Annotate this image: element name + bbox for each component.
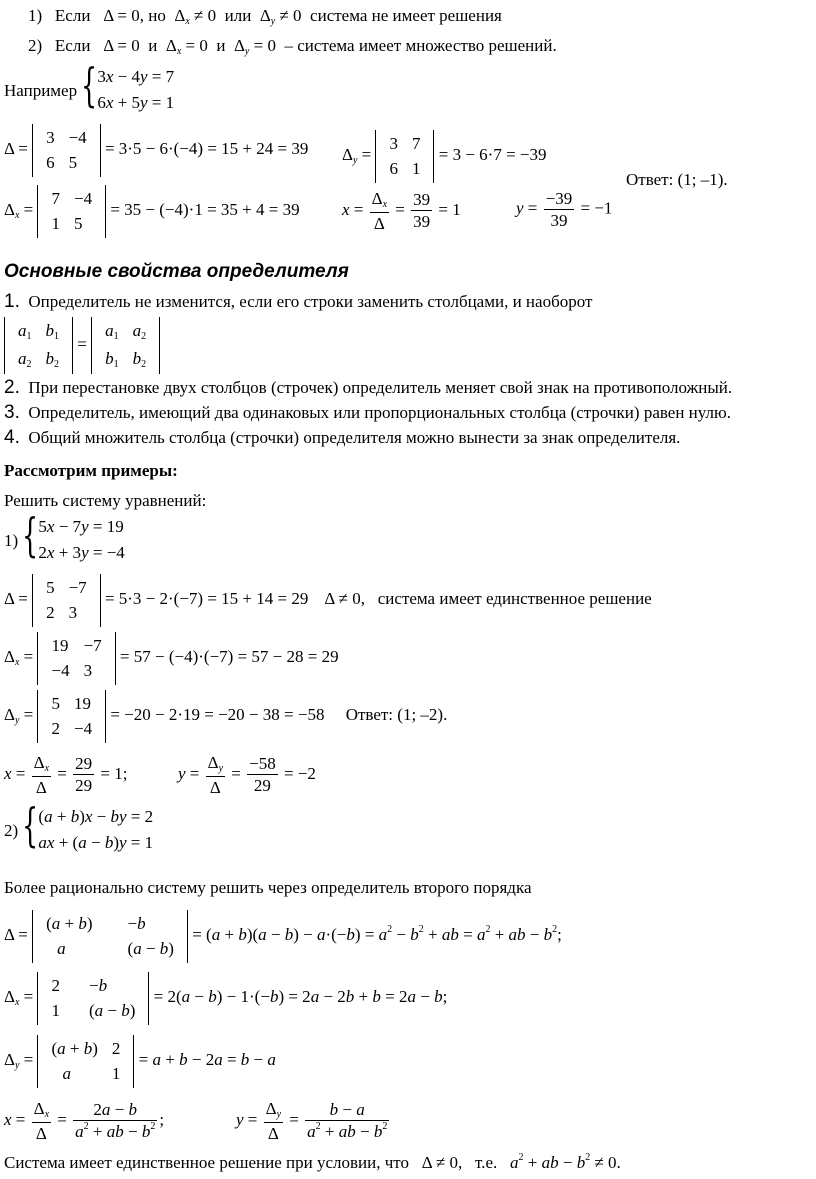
- ex1-delta-y: $\Delta_y$ = 5 19 2 −4 = −20 − 2·19 = −20 − 38 = −58 Ответ: (1; –2).: [4, 690, 447, 743]
- ex1-y-solution: y = $\frac{\Delta_y}{\Delta}$ = $\frac{-58}{29}$ = −2: [178, 753, 316, 797]
- ex1-answer: Ответ: (1; –2).: [345, 705, 448, 725]
- ex2-x-solution: x = $\frac{\Delta_x}{\Delta}$ = $\frac{2a - b}{a^2 + ab - b^2}$ ;: [4, 1099, 165, 1143]
- property-1-formula: $a_1$ $b_1$ $a_2$ $b_2$ = $a_1$ $a_2$ $b_1$ $b_2$: [4, 317, 160, 374]
- ex1-system: { 5x − 7y = 19 2x + 3y = −4: [22, 508, 125, 563]
- example-delta-y: $\Delta_y$ = 3 7 6 1 = 3 − 6·7 = −39: [342, 130, 547, 183]
- case-1-number: 1): [28, 6, 43, 25]
- property-2: [4, 378, 732, 397]
- case-1-line: 1) Если Δ = 0, но $\Delta_x \ne 0$ или $\Delta_y \ne 0$ система не имеет решения: [28, 6, 502, 27]
- properties-heading: Основные свойства определителя: [4, 261, 349, 282]
- ex2-delta: Δ = (a + b) −b a (a − b) = $(a + b)(a - b) - a\cdot(-b) = a^2 - b^2$ + ab = $a^2$ + ab − $b^2$;: [4, 910, 562, 963]
- ex1-delta: Δ = 5 −7 2 3 = 5·3 − 2·(−7) = 15 + 14 = 29 Δ ≠ 0, система имеет единственное решение: [4, 574, 652, 627]
- property-4: [4, 428, 680, 447]
- ex1-delta-x: $\Delta_x$ = 19 −7 −4 3 = 57 − (−4)·(−7) = 57 − 28 = 29: [4, 632, 339, 685]
- ex1-number: 1): [4, 530, 19, 550]
- case-1-tail: система не имеет решения: [310, 6, 502, 25]
- property-1-text: Определитель не изменится, если его строки заменить столбцами, и наоборот: [28, 292, 593, 311]
- property-4-number: 4.: [4, 427, 20, 448]
- case-1-if: Если: [54, 6, 91, 25]
- examples-heading: Рассмотрим примеры:: [4, 461, 178, 480]
- case-1-or: или: [224, 6, 252, 25]
- example-system: { 3x − 4y = 7 6x + 5y = 1: [81, 58, 175, 113]
- example-y-solution: y = $\frac{-39}{39}$ = −1: [516, 189, 613, 231]
- ex2-delta-x: $\Delta_x$ = 2 −b 1 (a − b) = 2(a − b) − 1·(−b) = 2a − 2b + b = 2a − b;: [4, 972, 447, 1025]
- property-3-number: 3.: [4, 402, 20, 423]
- case-2-and-2: и: [216, 36, 226, 55]
- ex1-x-solution: x = $\frac{\Delta_x}{\Delta}$ = $\frac{29}{29}$ = 1;: [4, 753, 128, 797]
- example-system-line: [4, 58, 175, 117]
- case-2-number: 2): [28, 36, 43, 55]
- case-2-tail: – система имеет множество решений.: [284, 36, 557, 55]
- property-2-text: При перестановке двух столбцов (строчек) определитель меняет свой знак на противоположный.: [28, 378, 733, 397]
- conclusion-ie: т.е.: [475, 1153, 498, 1172]
- ex2-delta-y: $\Delta_y$ = (a + b) 2 a 1 = a + b − 2a = b − a: [4, 1035, 276, 1088]
- ex1-system-line: [4, 508, 125, 567]
- property-4-text: Общий множитель столбца (строчки) определителя можно вынести за знак определителя.: [28, 428, 681, 447]
- ex2-number: 2): [4, 820, 19, 840]
- conclusion-line: Система имеет единственное решение при условии, что Δ ≠ 0, т.е. $a^2$ + ab − $b^2 \ne 0$.: [4, 1152, 621, 1172]
- property-1: [4, 292, 592, 311]
- conclusion-text: Система имеет единственное решение при условии, что: [4, 1153, 409, 1172]
- ex2-system: { (a + b)x − by = 2 ax + (a − b)y = 1: [22, 798, 154, 853]
- ex1-unique-text: система имеет единственное решение: [377, 589, 652, 609]
- case-2-line: 2) Если Δ = 0 и $\Delta_x = 0$ и $\Delta_y = 0$ – система имеет множество решений.: [28, 36, 557, 57]
- property-2-number: 2.: [4, 377, 20, 398]
- example-answer: Ответ: (1; –1).: [626, 170, 728, 189]
- case-2-and-1: и: [148, 36, 158, 55]
- case-1-but: но: [148, 6, 166, 25]
- example-delta: Δ = 3 −4 6 5 = 3·5 − 6·(−4) = 15 + 24 = 39: [4, 124, 308, 177]
- example-label: Например: [4, 80, 78, 100]
- example-delta-x: $\Delta_x$ = 7 −4 1 5 = 35 − (−4)·1 = 35 + 4 = 39: [4, 185, 300, 238]
- property-1-number: 1.: [4, 291, 20, 312]
- ex2-y-solution: y = $\frac{\Delta_y}{\Delta}$ = $\frac{b - a}{a^2 + ab - b^2}$: [236, 1099, 388, 1143]
- examples-task: Решить систему уравнений:: [4, 491, 207, 510]
- case-2-if: Если: [54, 36, 91, 55]
- rational-text: Более рационально систему решить через определитель второго порядка: [4, 878, 532, 897]
- property-3-text: Определитель, имеющий два одинаковых или пропорциональных столбца (строчки) равен нулю.: [28, 403, 731, 422]
- ex2-system-line: [4, 798, 154, 857]
- example-x-solution: x = $\frac{\Delta_x}{\Delta}$ = $\frac{39}{39}$ = 1: [342, 189, 461, 233]
- property-3: [4, 403, 731, 422]
